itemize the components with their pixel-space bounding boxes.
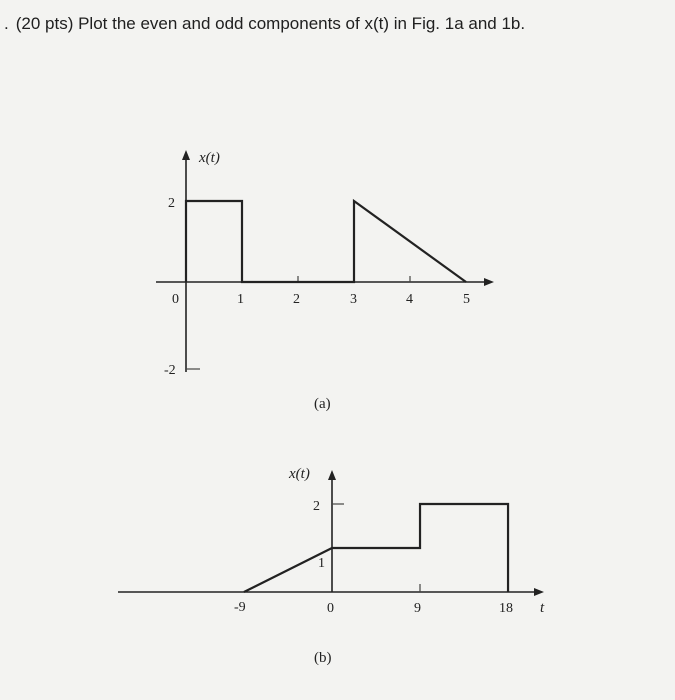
- fig-b-y-axis-arrow: [328, 470, 336, 480]
- fig-a-x-label-4: 4: [406, 292, 413, 307]
- figure-a: [156, 150, 494, 412]
- fig-a-x-label-0: 0: [172, 292, 179, 307]
- fig-b-x-label-9: 9: [414, 601, 421, 616]
- fig-a-ylabel: x(t): [199, 150, 220, 166]
- fig-a-x-label-2: 2: [293, 292, 300, 307]
- fig-b-ylabel: x(t): [289, 466, 310, 482]
- problem-text: (20 pts) Plot the even and odd components of x(t) in Fig. 1a and 1b.: [15, 14, 526, 33]
- fig-b-y-label-2: 2: [313, 499, 320, 514]
- problem-bullet: .: [4, 14, 9, 33]
- fig-a-x-axis-arrow: [484, 278, 494, 286]
- fig-a-y-axis-arrow: [182, 150, 190, 160]
- fig-b-y-label-1: 1: [318, 556, 325, 571]
- fig-b-xlabel: t: [540, 600, 545, 616]
- fig-b-x-label-neg9: -9: [234, 600, 246, 615]
- fig-a-caption: (a): [314, 396, 331, 412]
- fig-b-x-label-18: 18: [499, 601, 513, 616]
- fig-a-y-label-neg2: -2: [164, 363, 176, 378]
- fig-a-x-label-5: 5: [463, 292, 470, 307]
- figure-b: [118, 466, 545, 666]
- fig-a-y-label-2: 2: [168, 196, 175, 211]
- fig-b-x-axis-arrow: [534, 588, 544, 596]
- fig-b-caption: (b): [314, 650, 332, 666]
- fig-a-x-label-3: 3: [350, 292, 357, 307]
- fig-b-signal-line: [244, 504, 508, 592]
- fig-a-x-label-1: 1: [237, 292, 244, 307]
- fig-a-signal-line: [186, 201, 466, 282]
- fig-b-x-label-0: 0: [327, 601, 334, 616]
